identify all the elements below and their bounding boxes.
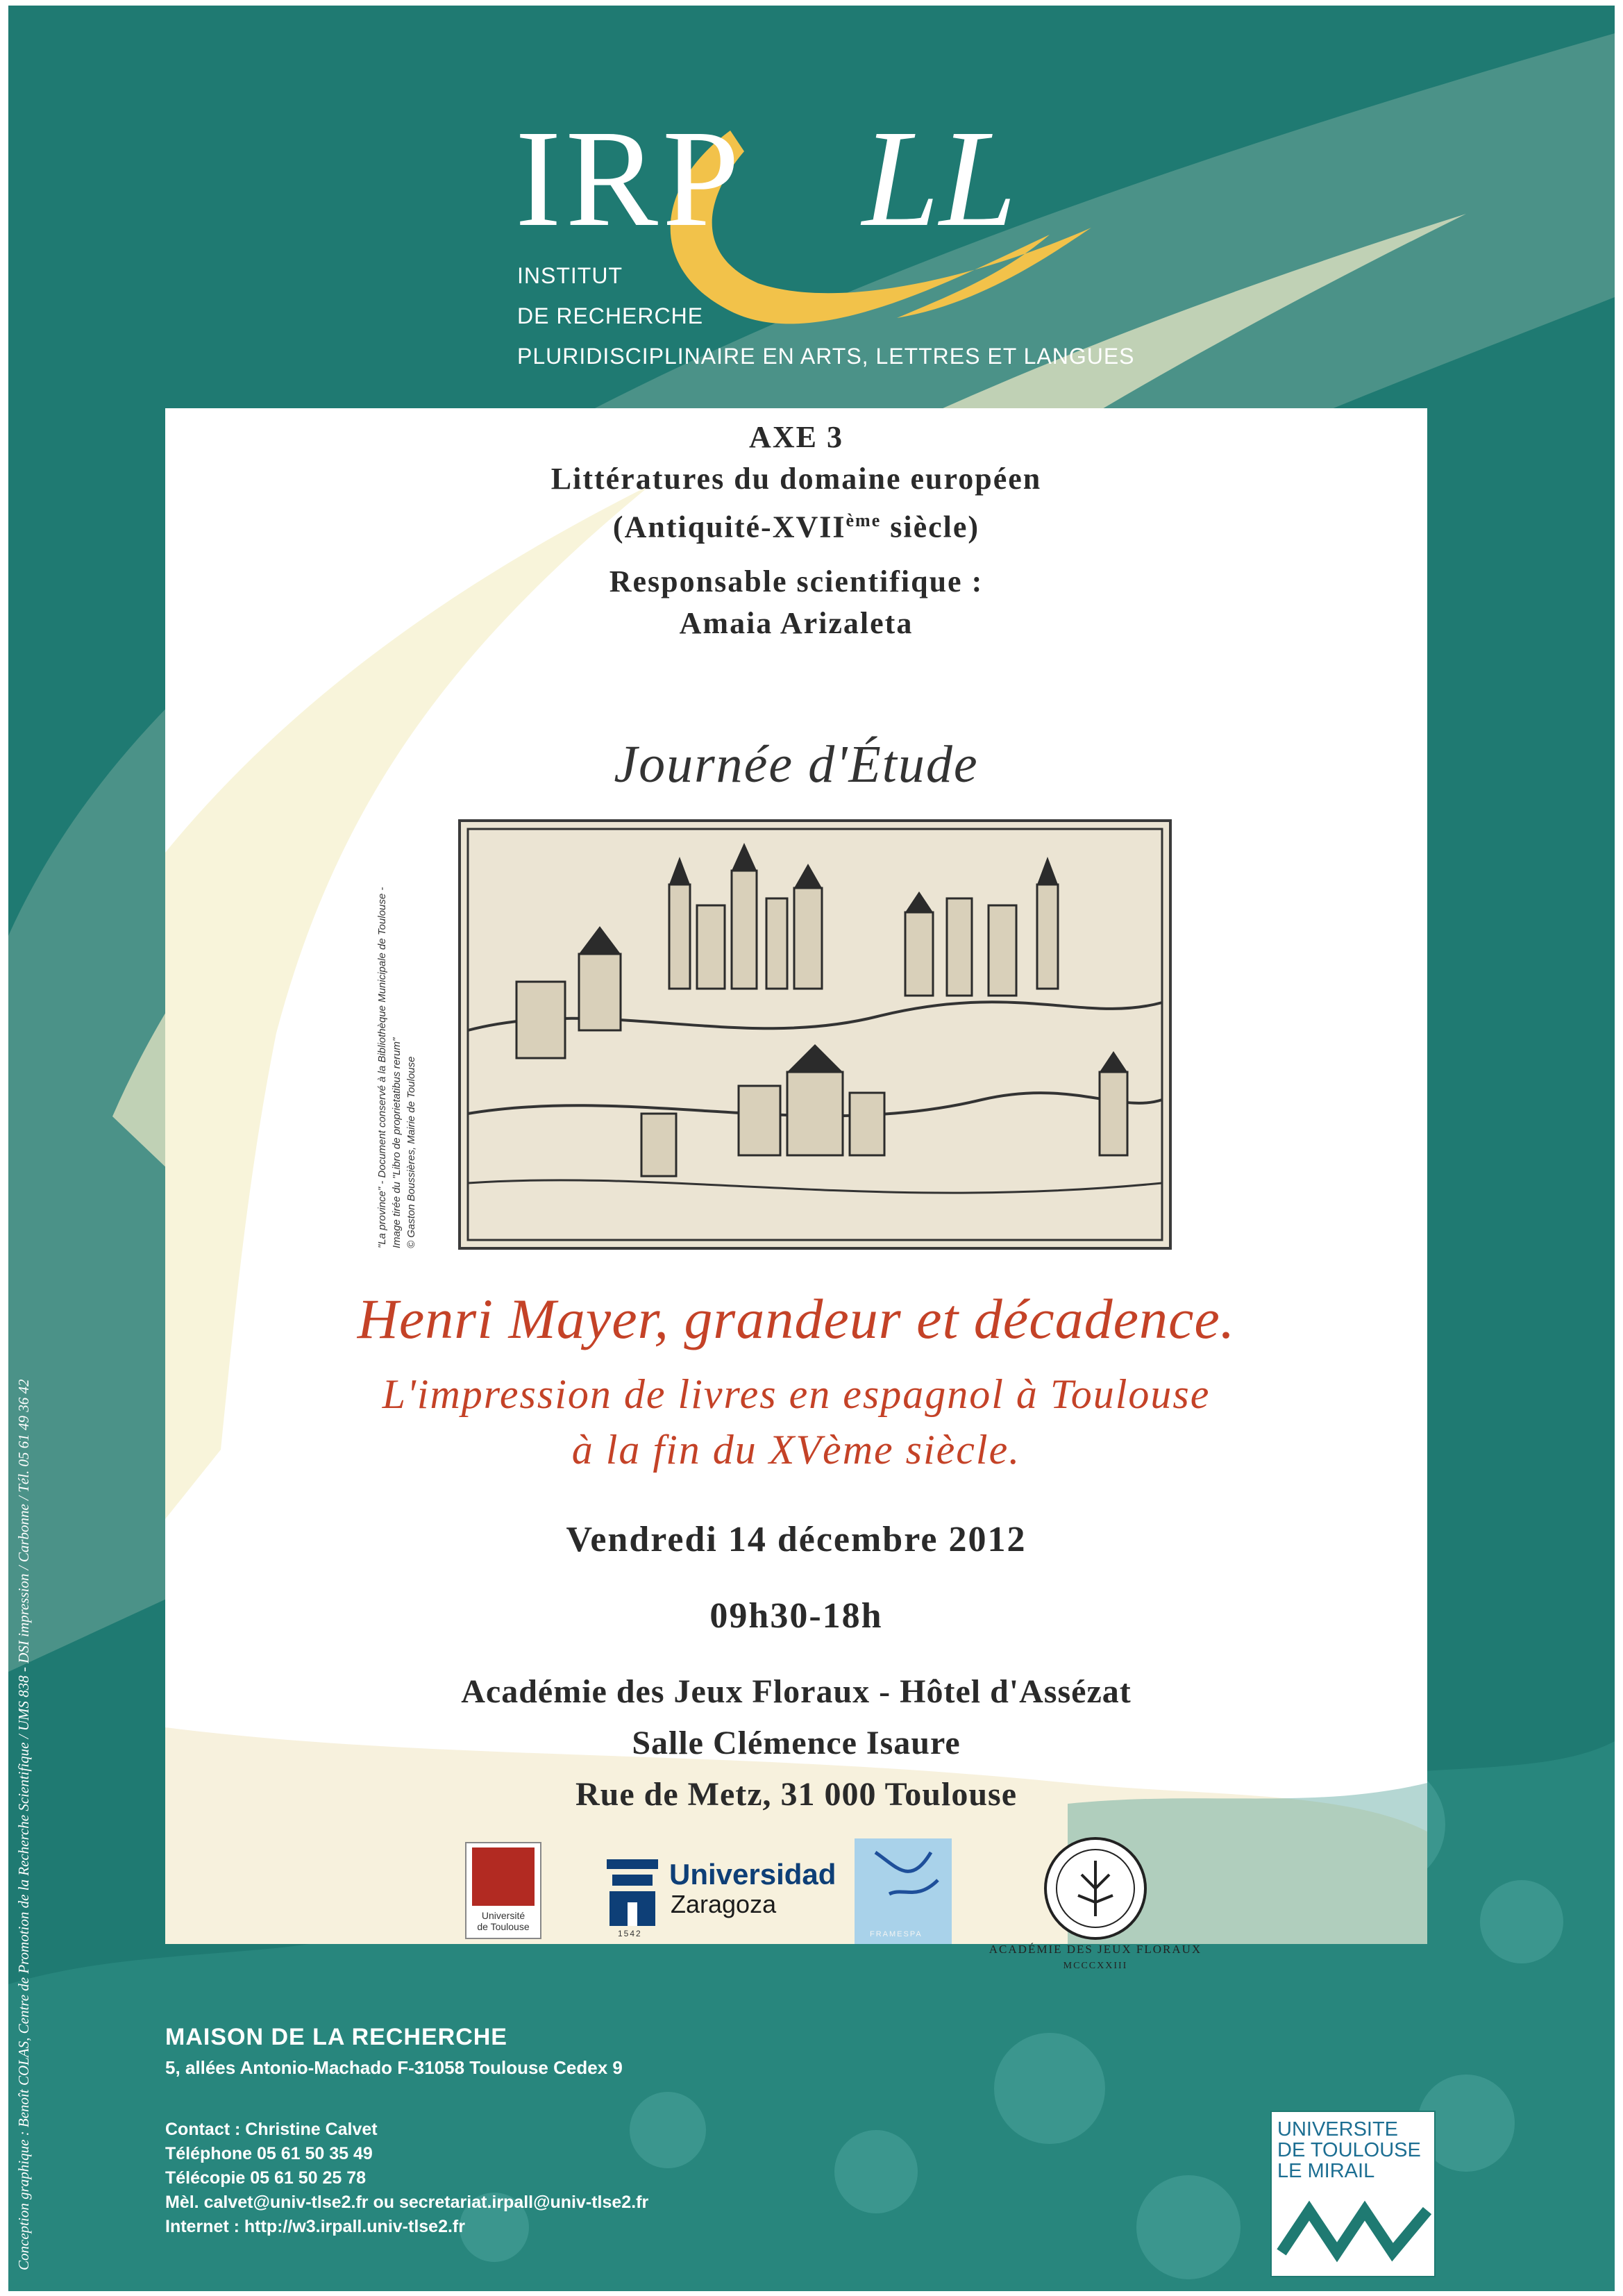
lead-label: Responsable scientifique : — [609, 564, 984, 598]
utm-logo-text: UNIVERSITE DE TOULOUSE LE MIRAIL — [1277, 2118, 1421, 2182]
event-hours: 09h30-18h — [709, 1596, 883, 1636]
logo-irp-text: IRP — [515, 102, 744, 255]
framespa-logo: FRAMESPA — [855, 1838, 952, 1944]
zaragoza-logo-year: 1542 — [618, 1929, 642, 1938]
contact-fax: Télécopie 05 61 50 25 78 — [165, 2168, 367, 2188]
institute-line-1: INSTITUT — [517, 263, 623, 288]
institute-line-2: DE RECHERCHE — [517, 303, 704, 328]
universite-de-toulouse-logo — [465, 1842, 541, 1939]
framespa-mark-icon — [855, 1838, 952, 1944]
axis-number: AXE 3 — [749, 420, 843, 454]
contact-website: Internet : http://w3.irpall.univ-tlse2.fr — [165, 2217, 465, 2236]
zaragoza-tower-icon — [603, 1854, 662, 1937]
talk-subtitle-line-1: L'impression de livres en espagnol à Toulouse — [382, 1371, 1211, 1417]
footer-address: 5, allées Antonio-Machado F-31058 Toulouse Cedex 9 — [165, 2057, 623, 2078]
footer-contact — [165, 2118, 648, 2239]
content-panel — [165, 408, 1427, 1971]
utm-zigzag-icon — [1281, 2190, 1427, 2266]
talk-title: Henri Mayer, grandeur et décadence. — [357, 1287, 1236, 1350]
contact-email: Mèl. calvet@univ-tlse2.fr ou secretariat.irpall@univ-tlse2.fr — [165, 2193, 649, 2212]
academie-label: ACADÉMIE DES JEUX FLORAUX — [989, 1943, 1202, 1956]
event-date: Vendredi 14 décembre 2012 — [566, 1520, 1027, 1559]
toulouse-emblem-icon — [472, 1847, 535, 1906]
woodcut-engraving — [458, 819, 1172, 1250]
town-engraving-illustration — [461, 822, 1169, 1247]
zaragoza-logo-subtitle: Zaragoza — [671, 1890, 777, 1918]
axis-period: (Antiquité-XVIIème siècle) — [612, 510, 980, 544]
axis-heading — [165, 417, 1427, 548]
venue-line-3: Rue de Metz, 31 000 Toulouse — [575, 1776, 1017, 1813]
universite-toulouse-le-mirail-logo — [1270, 2111, 1436, 2277]
institute-subtitle — [517, 255, 1135, 376]
design-credit-vertical: Conception graphique : Benoît COLAS, Centre de Promotion de la Recherche Scientifique / UMS 838 - DSI impression / Carbonne / Tél. 05 61 49 36 42 — [15, 1379, 32, 2270]
logo-ll-text: LL — [862, 102, 1017, 255]
footer-institution: MAISON DE LA RECHERCHE — [165, 2024, 507, 2050]
axis-title: Littératures du domaine européen — [550, 462, 1042, 496]
institute-line-3: PLURIDISCIPLINAIRE EN ARTS, LETTRES ET LANGUES — [517, 344, 1135, 369]
zaragoza-logo-title: Universidad — [669, 1858, 836, 1891]
talk-subtitle — [165, 1366, 1427, 1477]
event-venue — [165, 1666, 1427, 1820]
image-credit: "La province" - Document conservé à la Bibliothèque Municipale de Toulouse - Image tirée du "Libro de proprietatibus rerum" © Gaston Boussières, Mairie de Toulouse — [376, 887, 417, 1248]
venue-line-2: Salle Clémence Isaure — [632, 1725, 961, 1761]
universite-de-toulouse-label: Université de Toulouse — [477, 1910, 530, 1932]
contact-phone: Téléphone 05 61 50 35 49 — [165, 2144, 373, 2163]
venue-line-1: Académie des Jeux Floraux - Hôtel d'Assézat — [461, 1673, 1132, 1710]
lead-name: Amaia Arizaleta — [679, 606, 914, 640]
academie-jeux-floraux-seal-icon — [1040, 1833, 1151, 1944]
contact-person: Contact : Christine Calvet — [165, 2120, 378, 2139]
academie-year: MCCCXXIII — [1063, 1961, 1128, 1971]
scientific-lead — [165, 561, 1427, 644]
event-type: Journée d'Étude — [614, 735, 979, 794]
talk-subtitle-line-2: à la fin du XVème siècle. — [571, 1427, 1021, 1473]
